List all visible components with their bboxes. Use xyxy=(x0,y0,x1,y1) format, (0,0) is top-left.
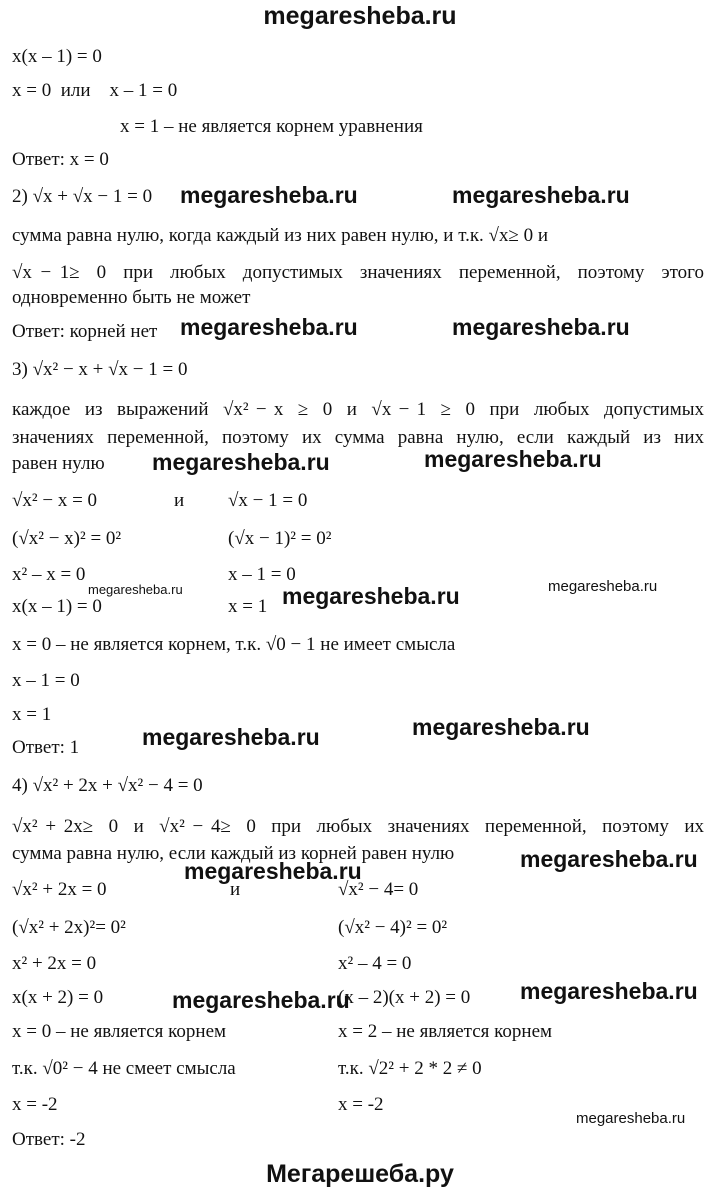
watermark: megaresheba.ru xyxy=(142,724,320,750)
text-line: x = 2 – не является корнем xyxy=(338,1021,553,1042)
equation-line: (√x² + 2x)²= 0² xyxy=(12,917,126,938)
watermark: megaresheba.ru xyxy=(172,987,350,1013)
equation-line: √x² − x = 0 xyxy=(12,490,98,511)
answer-line: Ответ: 1 xyxy=(12,737,80,758)
text-line: т.к. √0² − 4 не смеет смысла xyxy=(12,1058,236,1079)
problem-heading: 4) √x² + 2x + √x² − 4 = 0 xyxy=(12,775,203,796)
watermark: megaresheba.ru xyxy=(180,182,358,208)
watermark: megaresheba.ru xyxy=(520,978,698,1004)
equation-line: √x² + 2x = 0 xyxy=(12,879,107,900)
equation-line: (√x − 1)² = 0² xyxy=(228,528,332,549)
watermark: megaresheba.ru xyxy=(452,314,630,340)
text-line: сумма равна нулю, когда каждый из них равен нулю, и т.к. √x≥ 0 и xyxy=(12,225,549,246)
watermark: megaresheba.ru xyxy=(184,858,362,884)
equation-line: x(x – 1) = 0 xyxy=(12,596,102,617)
text-line: равен нулю xyxy=(12,453,105,474)
equation-line: x(x + 2) = 0 xyxy=(12,987,104,1008)
text-line: т.к. √2² + 2 * 2 ≠ 0 xyxy=(338,1058,482,1079)
text-line: одновременно быть не может xyxy=(12,287,251,308)
equation-line: x² + 2x = 0 xyxy=(12,953,97,974)
equation-line: x² – 4 = 0 xyxy=(338,953,412,974)
equation-line: (√x² − 4)² = 0² xyxy=(338,917,448,938)
watermark: megaresheba.ru xyxy=(412,714,590,740)
equation-line: x = 1 xyxy=(12,704,52,725)
equation-line: x = 1 – не является корнем уравнения xyxy=(120,116,423,137)
watermark: megaresheba.ru xyxy=(282,583,460,609)
equation-line: (x – 2)(x + 2) = 0 xyxy=(338,987,471,1008)
equation-line: x(x – 1) = 0 xyxy=(12,46,102,67)
watermark-small: megaresheba.ru xyxy=(576,1110,686,1127)
equation-line: √x − 1 = 0 xyxy=(228,490,308,511)
watermark: megaresheba.ru xyxy=(152,449,330,475)
watermark: megaresheba.ru xyxy=(424,446,602,472)
problem-heading: 3) √x² − x + √x − 1 = 0 xyxy=(12,359,188,380)
equation-line: x = -2 xyxy=(338,1094,384,1115)
text-line: сумма равна нулю, если каждый из корней равен нулю xyxy=(12,843,455,864)
answer-line: Ответ: -2 xyxy=(12,1129,86,1150)
watermark: megaresheba.ru xyxy=(452,182,630,208)
equation-line: x – 1 = 0 xyxy=(228,564,296,585)
equation-line: x = 1 xyxy=(228,596,268,617)
equation-line: x = 0 или x – 1 = 0 xyxy=(12,80,178,101)
watermark-small: megaresheba.ru xyxy=(548,578,658,595)
equation-line: (√x² − x)² = 0² xyxy=(12,528,122,549)
text-line: √x − 1≥ 0 при любых допустимых значениях переменной, поэтому этого xyxy=(12,262,704,283)
answer-line: Ответ: корней нет xyxy=(12,321,158,342)
watermark: megaresheba.ru xyxy=(520,846,698,872)
answer-line: Ответ: x = 0 xyxy=(12,149,109,170)
watermark-small: megaresheba.ru xyxy=(88,582,183,597)
header-site-title: megaresheba.ru xyxy=(263,2,457,30)
text-line: x = 0 – не является корнем, т.к. √0 − 1 не имеет смысла xyxy=(12,634,456,655)
footer-site-title: Мегарешеба.ру xyxy=(266,1160,454,1188)
problem-heading: 2) √x + √x − 1 = 0 xyxy=(12,186,153,207)
equation-line: √x² − 4= 0 xyxy=(338,879,419,900)
text-line: каждое из выражений √x² − x ≥ 0 и √x − 1 ≥ 0 при любых допустимых xyxy=(12,399,704,420)
equation-line: x = -2 xyxy=(12,1094,58,1115)
watermark: megaresheba.ru xyxy=(180,314,358,340)
conjunction: и xyxy=(230,879,241,900)
equation-line: x² – x = 0 xyxy=(12,564,86,585)
text-line: x = 0 – не является корнем xyxy=(12,1021,227,1042)
text-line: √x² + 2x≥ 0 и √x² − 4≥ 0 при любых значениях переменной, поэтому их xyxy=(12,816,704,837)
conjunction: и xyxy=(174,490,185,511)
equation-line: x – 1 = 0 xyxy=(12,670,80,691)
text-line: значениях переменной, поэтому их сумма равна нулю, если каждый из них xyxy=(12,427,704,448)
